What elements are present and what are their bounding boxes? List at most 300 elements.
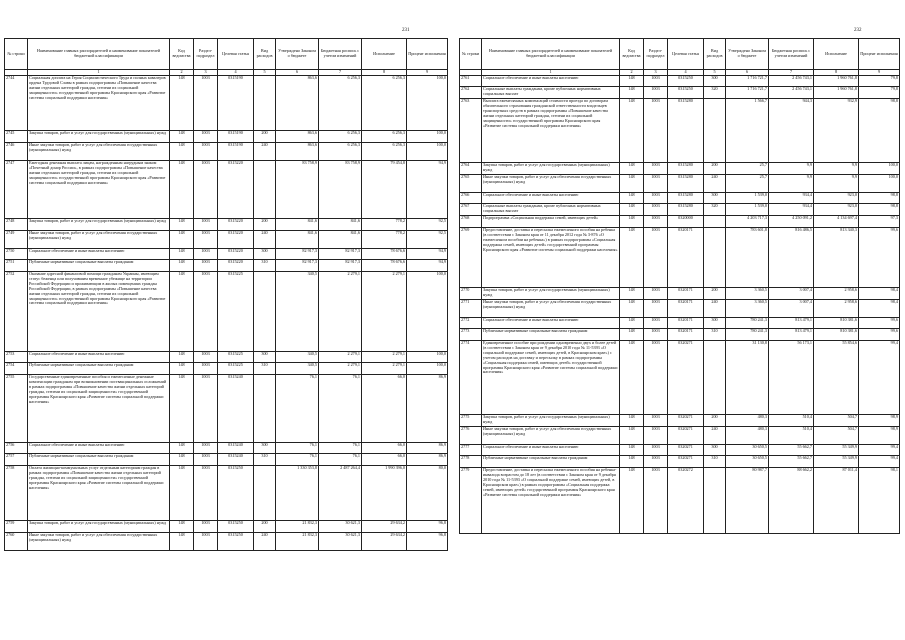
row-number: 2764	[460, 163, 482, 175]
column-header: Утверждено Законом о бюджете	[726, 39, 769, 70]
row-name: Социальное обеспечение и иные выплаты населению	[482, 318, 620, 329]
dept-code: 148	[620, 415, 644, 427]
table-row	[5, 219, 448, 231]
page-231	[0, 0, 452, 640]
section-code: 1003	[194, 249, 218, 260]
row-number: 2773	[460, 329, 482, 341]
header-row	[5, 39, 448, 70]
execution-percent: 100,0	[407, 363, 448, 375]
target-article: 0315220	[218, 161, 254, 219]
column-index: 8	[814, 70, 859, 76]
row-number: 2774	[460, 341, 482, 415]
table-row	[460, 204, 900, 216]
target-article: 0320171	[668, 329, 704, 341]
dept-code: 148	[620, 193, 644, 204]
row-number: 2767	[460, 204, 482, 216]
execution-amount: 504,7	[814, 427, 859, 445]
budget-list-amount: 2 456 743,1	[769, 87, 814, 99]
row-name: Социальные выплаты гражданам, кроме публичных нормативных социальных выплат	[482, 87, 620, 99]
row-name: Социальная доплата на Героя Социалистического Труда и полных кавалеров ордена Трудовой Славы в рамках подпрограммы «Повышение качества жизни отдельных категорий граждан, степени их социальной защищенности» государственной программы Красноярского края «Развитие системы социальной поддержки населения»	[28, 76, 170, 131]
column-header: Вид расходов	[704, 39, 726, 70]
target-article: 0315220	[218, 260, 254, 272]
table-row	[460, 76, 900, 87]
budget-table	[4, 38, 448, 551]
expense-type: 240	[254, 143, 276, 161]
dept-code: 148	[620, 329, 644, 341]
budget-table	[459, 38, 900, 534]
row-number: 2749	[5, 231, 28, 249]
budget-list-amount: 4 250 091,2	[769, 216, 814, 228]
execution-amount: 923,0	[814, 193, 859, 204]
execution-amount: 6 256,3	[362, 76, 407, 131]
section-code: 1003	[194, 521, 218, 533]
table-row	[460, 99, 900, 163]
row-number: 2778	[460, 456, 482, 468]
execution-percent: 100,0	[407, 131, 448, 143]
column-index: 7	[769, 70, 814, 76]
expense-type: 310	[254, 454, 276, 466]
section-code: 1003	[644, 318, 668, 329]
row-name: Социальное обеспечение и иные выплаты населению	[28, 352, 170, 363]
budget-list-amount: 76,1	[319, 454, 362, 466]
budget-list-amount: 934,4	[769, 204, 814, 216]
section-code: 1003	[644, 468, 668, 534]
column-header: Исполнение	[814, 39, 859, 70]
column-header: Вид расходов	[254, 39, 276, 70]
row-number: 2750	[5, 249, 28, 260]
section-code: 1003	[194, 454, 218, 466]
execution-amount: 810 381,6	[814, 318, 859, 329]
row-number: 2754	[5, 363, 28, 375]
execution-percent: 100,0	[407, 143, 448, 161]
budget-list-amount: 6 256,3	[319, 143, 362, 161]
budget-list-amount: 2 487 264,4	[319, 466, 362, 521]
row-name: Закупка товаров, работ и услуг для государственных (муниципальных) нужд	[28, 521, 170, 533]
target-article: 0320271	[668, 415, 704, 427]
execution-amount: 2 279,1	[362, 352, 407, 363]
dept-code: 148	[620, 228, 644, 288]
row-number: 2763	[460, 99, 482, 163]
expense-type: 300	[704, 445, 726, 456]
section-code: 1003	[194, 143, 218, 161]
column-header: Бюджетная роспись с учетом изменений	[769, 39, 814, 70]
target-article: 0315250	[218, 521, 254, 533]
table-body	[460, 76, 900, 534]
table-row	[5, 231, 448, 249]
row-number: 2748	[5, 219, 28, 231]
approved-amount: 76,1	[276, 375, 319, 443]
row-name: Социальное обеспечение и иные выплаты населению	[28, 443, 170, 454]
approved-amount: 25,7	[726, 175, 769, 193]
table-row	[5, 161, 448, 219]
expense-type: 240	[704, 175, 726, 193]
dept-code: 148	[620, 216, 644, 228]
column-header: Наименование главных распорядителей и наименование показателей бюджетной классификации	[28, 39, 170, 70]
expense-type: 300	[254, 443, 276, 454]
target-article: 0320000	[668, 216, 704, 228]
approved-amount: 1 539,0	[726, 193, 769, 204]
column-index: 4	[668, 70, 704, 76]
table-row	[460, 87, 900, 99]
row-name: Оплата жилищно-коммунальных услуг отдельным категориям граждан в рамках подпрограммы «Повышение качества жизни отдельных категорий граждан, степени их социальной защищенности» государственной программы Красноярского края «Развитие системы социальной поддержки населения»	[28, 466, 170, 521]
target-article: 0315240	[218, 454, 254, 466]
execution-percent: 98,9	[859, 415, 900, 427]
target-article: 0320271	[668, 341, 704, 415]
target-article: 0315280	[668, 204, 704, 216]
table-row	[5, 375, 448, 443]
dept-code: 148	[620, 445, 644, 456]
row-number: 2751	[5, 260, 28, 272]
section-code: 1003	[194, 161, 218, 219]
section-code: 1003	[194, 231, 218, 249]
table-row	[460, 175, 900, 193]
row-name: Предоставление, доставка и пересылка ежемесячного пособия на ребенка (в соответствии с Законом края от 11 декабря 2012 года № 3-876 «О ежемесячном пособии на ребенка») в рамках подпрограммы «Социальная поддержка семей, имеющих детей» государственной программы Красноярского края «Развитие системы социальной поддержки населения»	[482, 228, 620, 288]
execution-amount: 9,9	[814, 175, 859, 193]
dept-code: 148	[170, 375, 194, 443]
row-number: 2770	[460, 288, 482, 300]
column-index: 6	[726, 70, 769, 76]
section-code: 1003	[194, 131, 218, 143]
expense-type: 200	[254, 521, 276, 533]
execution-percent: 79,8	[859, 76, 900, 87]
table-row	[5, 352, 448, 363]
column-index: 4	[218, 70, 254, 76]
execution-percent: 86,9	[407, 375, 448, 443]
target-article: 0315190	[218, 143, 254, 161]
row-name: Социальное обеспечение и иные выплаты населению	[28, 249, 170, 260]
row-number: 2753	[5, 352, 28, 363]
section-code: 1003	[644, 300, 668, 318]
row-number: 2746	[5, 143, 28, 161]
expense-type	[704, 468, 726, 534]
dept-code: 148	[620, 427, 644, 445]
budget-list-amount: 55 662,7	[769, 445, 814, 456]
row-number: 2760	[5, 533, 28, 551]
section-code: 1003	[194, 352, 218, 363]
budget-list-amount: 3 007,4	[769, 300, 814, 318]
dept-code: 148	[170, 272, 194, 352]
expense-type: 320	[704, 87, 726, 99]
target-article: 0315280	[668, 163, 704, 175]
budget-list-amount: 82 917,3	[319, 260, 362, 272]
expense-type	[254, 375, 276, 443]
expense-type: 240	[254, 533, 276, 551]
execution-percent: 86,9	[407, 443, 448, 454]
column-index: 5	[254, 70, 276, 76]
table-row	[460, 193, 900, 204]
approved-amount: 83 758,9	[276, 161, 319, 219]
section-code: 1003	[194, 375, 218, 443]
section-code: 1003	[644, 456, 668, 468]
budget-list-amount: 76,1	[319, 443, 362, 454]
column-index: 2	[170, 70, 194, 76]
row-number: 2756	[5, 443, 28, 454]
row-name: Закупка товаров, работ и услуг для государственных (муниципальных) нужд	[482, 288, 620, 300]
approved-amount: 1 716 721,7	[726, 76, 769, 87]
section-code: 1003	[644, 329, 668, 341]
execution-percent: 98,4	[859, 300, 900, 318]
row-name: Ежегодная денежная выплата лицам, награжденным нагрудным знаком «Почетный донор России», в рамках подпрограммы «Повышение качества жизни отдельных категорий граждан, степени их социальной защищенности» государственной программы Красноярского края «Развитие системы социальной поддержки населения»	[28, 161, 170, 219]
dept-code: 148	[170, 231, 194, 249]
dept-code: 148	[170, 260, 194, 272]
execution-amount: 6 256,3	[362, 131, 407, 143]
target-article: 0320271	[668, 427, 704, 445]
expense-type: 240	[704, 300, 726, 318]
approved-amount: 780 241,3	[726, 318, 769, 329]
dept-code: 148	[170, 219, 194, 231]
row-number: 2769	[460, 228, 482, 288]
table-row	[5, 76, 448, 131]
target-article: 0315220	[218, 219, 254, 231]
budget-list-amount: 55 662,7	[769, 456, 814, 468]
execution-percent: 80,0	[407, 466, 448, 521]
table-row	[460, 216, 900, 228]
column-header: Процент исполнения	[859, 39, 900, 70]
execution-amount: 2 958,6	[814, 288, 859, 300]
section-code: 1003	[644, 445, 668, 456]
row-number: 2779	[460, 468, 482, 534]
execution-percent: 98,9	[859, 427, 900, 445]
approved-amount: 863,6	[276, 143, 319, 161]
page-number: 232	[854, 28, 862, 33]
table-row	[460, 468, 900, 534]
execution-amount: 923,0	[814, 204, 859, 216]
row-number: 2761	[460, 76, 482, 87]
execution-percent: 94,9	[407, 260, 448, 272]
dept-code: 148	[620, 87, 644, 99]
column-header: Раздел-подраздел	[194, 39, 218, 70]
execution-amount: 4 134 697,4	[814, 216, 859, 228]
row-name: Социальное обеспечение и иные выплаты населению	[482, 76, 620, 87]
approved-amount: 76,1	[276, 454, 319, 466]
execution-amount: 1 990 396,0	[362, 466, 407, 521]
section-code: 1003	[194, 466, 218, 521]
budget-list-amount: 88 662,2	[769, 468, 814, 534]
section-code: 1003	[194, 260, 218, 272]
row-number: 2745	[5, 131, 28, 143]
expense-type	[704, 228, 726, 288]
execution-amount: 778,2	[362, 231, 407, 249]
section-code: 1003	[194, 443, 218, 454]
dept-code: 148	[170, 131, 194, 143]
row-name: Иные закупки товаров, работ и услуг для обеспечения государственных (муниципальных) нужд	[28, 143, 170, 161]
section-code: 1003	[644, 76, 668, 87]
execution-percent: 86,9	[407, 454, 448, 466]
target-article: 0320271	[668, 456, 704, 468]
dept-code: 148	[620, 288, 644, 300]
column-header: Исполнение	[362, 39, 407, 70]
section-code: 1003	[194, 76, 218, 131]
target-article: 0315220	[218, 231, 254, 249]
target-article: 0320171	[668, 300, 704, 318]
execution-percent: 99,6	[859, 228, 900, 288]
row-number: 2752	[5, 272, 28, 352]
column-index: 8	[362, 70, 407, 76]
expense-type	[704, 99, 726, 163]
column-index: 1	[28, 70, 170, 76]
row-name: Предоставление, доставка и пересылка ежемесячного пособия на ребенка-инвалида возрастом до 18 лет (в соответствии с Законом края от 9 декабря 2010 года № 11-5393 «О социальной поддержке семей, имеющих детей, в Красноярском крае») в рамках подпрограммы «Социальная поддержка семей, имеющих детей» государственной программы Красноярского края «Развитие системы социальной поддержки населения»	[482, 468, 620, 534]
execution-amount: 813 340,3	[814, 228, 859, 288]
dept-code: 148	[620, 456, 644, 468]
target-article: 0320171	[668, 228, 704, 288]
approved-amount: 30 650,5	[726, 445, 769, 456]
execution-amount: 66,0	[362, 375, 407, 443]
table-row	[5, 454, 448, 466]
section-code: 1003	[644, 163, 668, 175]
approved-amount: 863,6	[276, 131, 319, 143]
table-row	[5, 272, 448, 352]
target-article: 0315190	[218, 76, 254, 131]
execution-percent: 98,8	[859, 193, 900, 204]
column-index: 9	[407, 70, 448, 76]
dept-code: 148	[620, 204, 644, 216]
execution-amount: 78 676,6	[362, 249, 407, 260]
approved-amount: 82 917,3	[276, 260, 319, 272]
budget-list-amount: 813 479,1	[769, 318, 814, 329]
table-row	[460, 288, 900, 300]
execution-percent: 92,5	[407, 231, 448, 249]
section-code: 1003	[644, 87, 668, 99]
table-row	[5, 260, 448, 272]
table-row	[460, 329, 900, 341]
execution-percent: 98,4	[859, 288, 900, 300]
table-row	[460, 300, 900, 318]
row-name: Иные закупки товаров, работ и услуг для обеспечения государственных (муниципальных) нужд	[482, 175, 620, 193]
approved-amount: 4 203 717,3	[726, 216, 769, 228]
page-number: 231	[402, 28, 410, 33]
table-row	[460, 427, 900, 445]
section-code: 1003	[644, 216, 668, 228]
execution-amount: 810 381,6	[814, 329, 859, 341]
expense-type: 300	[704, 193, 726, 204]
execution-percent: 100,0	[407, 272, 448, 352]
budget-list-amount: 2 456 743,1	[769, 76, 814, 87]
approved-amount: 340,5	[276, 272, 319, 352]
execution-percent: 79,8	[859, 87, 900, 99]
budget-list-amount: 6 256,3	[319, 76, 362, 131]
execution-percent: 94,9	[407, 161, 448, 219]
execution-percent: 99,4	[859, 456, 900, 468]
expense-type	[704, 216, 726, 228]
row-name: Публичные нормативные социальные выплаты гражданам	[28, 260, 170, 272]
approved-amount: 80 987,7	[726, 468, 769, 534]
target-article: 0315225	[218, 272, 254, 352]
table-row	[460, 163, 900, 175]
dept-code: 148	[170, 143, 194, 161]
section-code: 1003	[644, 175, 668, 193]
section-code: 1003	[644, 228, 668, 288]
approved-amount: 1 330 353,8	[276, 466, 319, 521]
dept-code: 148	[620, 341, 644, 415]
execution-percent: 98,8	[859, 99, 900, 163]
budget-list-amount: 9,9	[769, 163, 814, 175]
approved-amount: 863,6	[276, 76, 319, 131]
dept-code: 148	[170, 161, 194, 219]
execution-percent: 97,3	[859, 216, 900, 228]
dept-code: 148	[620, 163, 644, 175]
row-number: 2768	[460, 216, 482, 228]
execution-percent: 100,0	[407, 352, 448, 363]
dept-code: 148	[170, 466, 194, 521]
execution-amount: 55 349,9	[814, 456, 859, 468]
row-name: Закупка товаров, работ и услуг для государственных (муниципальных) нужд	[28, 131, 170, 143]
expense-type: 200	[704, 415, 726, 427]
target-article: 0320171	[668, 288, 704, 300]
target-article: 0315250	[668, 76, 704, 87]
execution-percent: 96,8	[407, 533, 448, 551]
execution-percent: 98,1	[859, 468, 900, 534]
row-number: 2759	[5, 521, 28, 533]
column-header: Код ведомства	[170, 39, 194, 70]
execution-amount: 29 634,2	[362, 521, 407, 533]
target-article: 0315250	[668, 87, 704, 99]
budget-list-amount: 76,1	[319, 375, 362, 443]
approved-amount: 21 832,3	[276, 533, 319, 551]
row-name: Иные закупки товаров, работ и услуг для обеспечения государственных (муниципальных) нужд	[28, 533, 170, 551]
approved-amount: 783 601,8	[726, 228, 769, 288]
target-article: 0320271	[668, 445, 704, 456]
row-name: Публичные нормативные социальные выплаты гражданам	[482, 329, 620, 341]
expense-type: 310	[254, 363, 276, 375]
execution-amount: 504,7	[814, 415, 859, 427]
execution-amount: 2 958,6	[814, 300, 859, 318]
approved-amount: 25,7	[726, 163, 769, 175]
dept-code: 148	[170, 533, 194, 551]
dept-code: 148	[170, 443, 194, 454]
section-code: 1003	[194, 219, 218, 231]
budget-list-amount: 9,9	[769, 175, 814, 193]
column-header: № строки	[5, 39, 28, 70]
table-header	[460, 39, 900, 76]
execution-amount: 6 256,3	[362, 143, 407, 161]
expense-type: 320	[704, 204, 726, 216]
execution-percent: 99,6	[859, 329, 900, 341]
row-name: Публичные нормативные социальные выплаты гражданам	[28, 363, 170, 375]
budget-list-amount: 510,4	[769, 415, 814, 427]
table-row	[5, 521, 448, 533]
table-header	[5, 39, 448, 76]
execution-amount: 9,9	[814, 163, 859, 175]
approved-amount: 340,5	[276, 352, 319, 363]
row-number: 2772	[460, 318, 482, 329]
budget-list-amount: 6 256,3	[319, 131, 362, 143]
budget-list-amount: 82 917,3	[319, 249, 362, 260]
execution-percent: 99,4	[859, 445, 900, 456]
execution-percent: 99,6	[859, 318, 900, 329]
target-article: 0320171	[668, 318, 704, 329]
target-article: 0315280	[668, 175, 704, 193]
column-header: Целевая статья	[668, 39, 704, 70]
target-article: 0315225	[218, 352, 254, 363]
execution-amount: 1 960 761,8	[814, 76, 859, 87]
target-article: 0315225	[218, 363, 254, 375]
row-name: Единовременное пособие при рождении одновременно двух и более детей (в соответствии с Законом края от 9 декабря 2010 года № 11-5393 «О социальной поддержке семей, имеющих детей, в Красноярском крае») с учетом расходов на доставку и пересылку в рамках подпрограммы «Социальная поддержка семей, имеющих детей» государственной программы Красноярского края «Развитие системы социальной поддержки населения»	[482, 341, 620, 415]
table-row	[460, 318, 900, 329]
execution-amount: 66,0	[362, 443, 407, 454]
execution-amount: 778,2	[362, 219, 407, 231]
section-code: 1003	[194, 363, 218, 375]
expense-type: 300	[704, 76, 726, 87]
column-index: 9	[859, 70, 900, 76]
target-article: 0315220	[218, 249, 254, 260]
budget-list-amount: 30 621,3	[319, 521, 362, 533]
approved-amount: 21 832,3	[276, 521, 319, 533]
row-name: Иные закупки товаров, работ и услуг для обеспечения государственных (муниципальных) нужд	[482, 427, 620, 445]
section-code: 1003	[644, 193, 668, 204]
target-article: 0315250	[218, 533, 254, 551]
approved-amount: 480,3	[726, 427, 769, 445]
budget-list-amount: 56 173,1	[769, 341, 814, 415]
